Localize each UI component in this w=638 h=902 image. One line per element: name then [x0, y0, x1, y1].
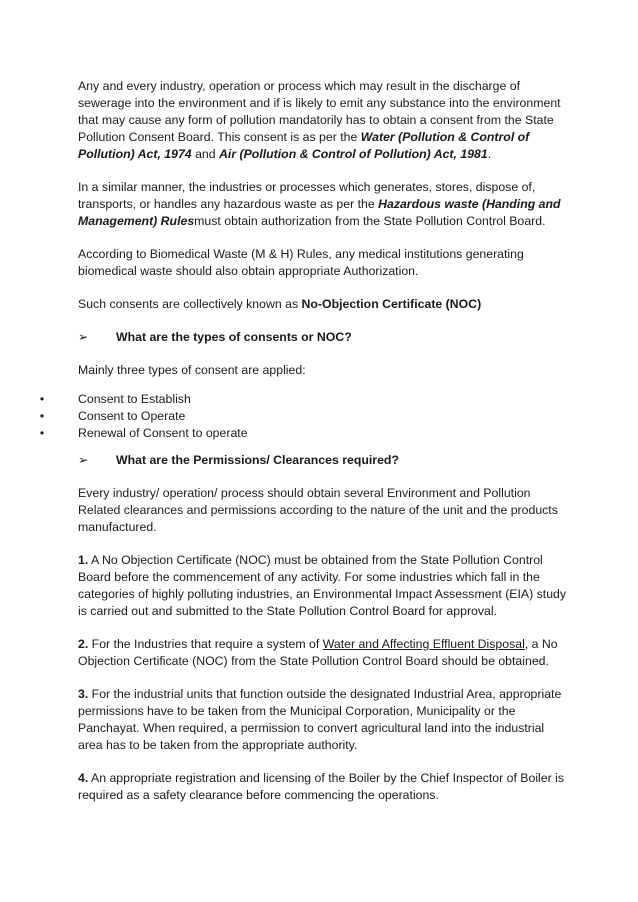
- item-text: For the industrial units that function outside the designated Industrial Area, appropriate permissions have to be taken from the Municipal Corporation, Municipality or the Panchayat. When required, a permission to convert agricultural land into the industrial area has to be taken from the appropriate authority.: [78, 687, 562, 752]
- item-text: , a No Objection Certificate (NOC) from the State Pollution Control Board should be obtained.: [78, 637, 558, 668]
- paragraph-noc: [78, 296, 570, 313]
- heading-text: What are the types of consents or NOC?: [116, 330, 352, 344]
- arrow-bullet-icon: ➢: [78, 330, 89, 344]
- hazardous-rules-reference: Hazardous waste (Handing and Management) Rules: [78, 197, 561, 228]
- item-number: 1.: [78, 553, 89, 567]
- list-item-text: Consent to Operate: [78, 409, 186, 423]
- paragraph-text: must obtain authorization from the State Pollution Control Board.: [194, 214, 546, 228]
- list-item: [0, 408, 570, 425]
- air-act-reference: Air (Pollution & Control of Pollution) Act, 1981: [219, 147, 488, 161]
- bullet-icon: •: [39, 426, 45, 440]
- heading-consent-types: [78, 329, 570, 346]
- noc-term: No-Objection Certificate (NOC): [301, 297, 482, 311]
- arrow-bullet-icon: ➢: [78, 453, 89, 467]
- item-number: 4.: [78, 771, 89, 785]
- list-item-text: Renewal of Consent to operate: [78, 426, 248, 440]
- paragraph-biomedical: According to Biomedical Waste (M & H) Rules, any medical institutions generating biomedical waste should also obtain appropriate Authorization.: [78, 247, 524, 278]
- paragraph-hazardous-waste: [78, 179, 570, 230]
- list-item: [0, 425, 570, 442]
- heading-text: What are the Permissions/ Clearances required?: [116, 453, 399, 467]
- paragraph-types-intro: Mainly three types of consent are applied:: [78, 363, 306, 377]
- heading-permissions: [78, 452, 570, 469]
- item-text: An appropriate registration and licensing of the Boiler by the Chief Inspector of Boiler is required as a safety clearance before commencing the operations.: [78, 771, 565, 802]
- item-text: A No Objection Certificate (NOC) must be obtained from the State Pollution Control Board before the commencement of any activity. For some industries which fall in the categories of highly polluting industries, an Environmental Impact Assessment (EIA) study is carried out and submitted to the State Pollution Control Board for approval.: [78, 553, 567, 618]
- permission-item-4: [78, 770, 570, 804]
- consent-types-list: [0, 391, 570, 442]
- paragraph-text: Such consents are collectively known as: [78, 297, 302, 311]
- list-item: [0, 391, 570, 408]
- water-act-reference: Water (Pollution & Control of Pollution) Act, 1974: [78, 130, 530, 161]
- bullet-icon: •: [39, 409, 45, 423]
- item-text: For the Industries that require a system of: [88, 637, 323, 651]
- paragraph-text: and: [191, 147, 220, 161]
- bullet-icon: •: [39, 392, 45, 406]
- paragraph-text: Any and every industry, operation or process which may result in the discharge of sewerage into the environment and if is likely to emit any substance into the environment that may cause any form of pollution mandatorily has to obtain a consent from the State Pollution Consent Board. This consent is as per the: [78, 79, 561, 144]
- paragraph-text: .: [487, 147, 492, 161]
- paragraph-consent-intro: [78, 78, 570, 163]
- list-item-text: Consent to Establish: [78, 392, 191, 406]
- paragraph-text: In a similar manner, the industries or processes which generates, stores, dispose of, transports, or handles any hazardous waste as per the: [78, 180, 536, 211]
- permission-item-3: [78, 686, 570, 754]
- document-body: [39, 78, 570, 820]
- effluent-disposal-link[interactable]: Water and Affecting Effluent Disposal: [322, 637, 525, 651]
- permission-item-2: [78, 636, 570, 670]
- paragraph-permissions: Every industry/ operation/ process should obtain several Environment and Pollution Related clearances and permissions according to the nature of the unit and the products manufactured.: [78, 486, 558, 534]
- permission-item-1: [78, 552, 570, 620]
- item-number: 2.: [78, 637, 89, 651]
- item-number: 3.: [78, 687, 89, 701]
